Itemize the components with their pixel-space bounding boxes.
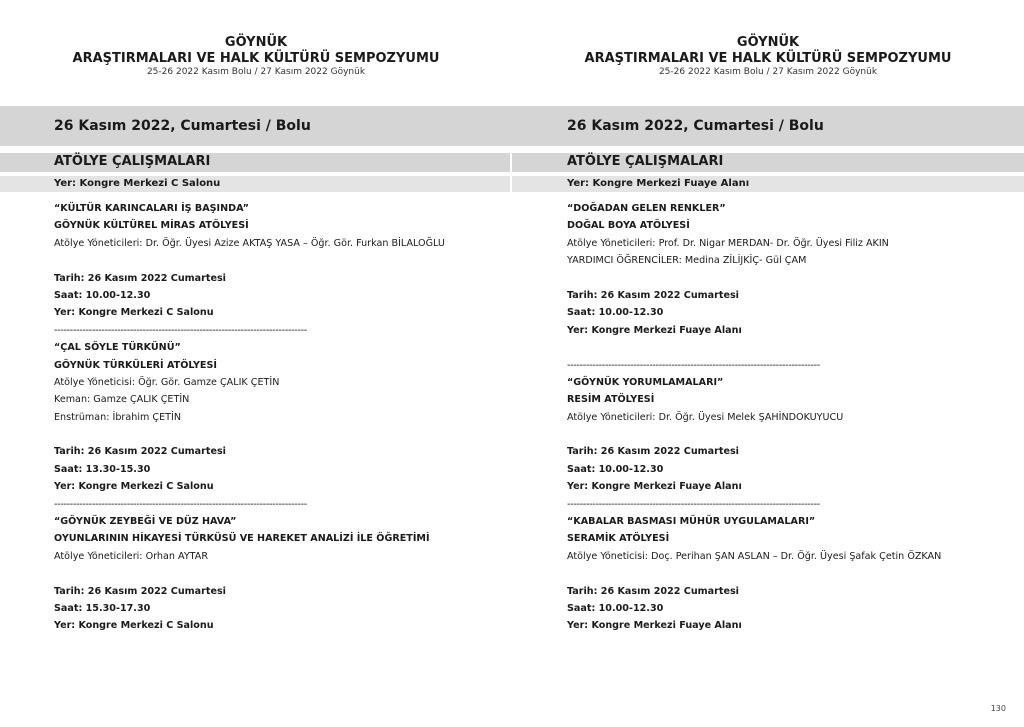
date-banner — [512, 106, 1024, 146]
workshop-place: Yer: Kongre Merkezi C Salonu — [54, 307, 214, 319]
workshop-subtitle: GÖYNÜK TÜRKÜLERİ ATÖLYESİ — [54, 359, 217, 371]
workshop-date: Tarih: 26 Kasım 2022 Cumartesi — [54, 446, 226, 458]
separator-line: -------------------------------------------------------------------------------- — [567, 359, 820, 371]
workshop-place: Yer: Kongre Merkezi Fuaye Alanı — [567, 324, 742, 336]
workshop-time: Saat: 10.00-12.30 — [54, 289, 151, 301]
header-subtitle: ARAŞTIRMALARI VE HALK KÜLTÜRÜ SEMPOZYUMU — [584, 51, 952, 66]
workshop-subtitle: OYUNLARININ HİKAYESİ TÜRKÜSÜ VE HAREKET ANALİZİ İLE ÖĞRETİMİ — [54, 533, 430, 545]
header-dates: 25-26 2022 Kasım Bolu / 27 Kasım 2022 Göynük — [146, 67, 366, 77]
workshop-title: “KÜLTÜR KARINCALARI İŞ BAŞINDA” — [54, 203, 249, 214]
workshop-date: Tarih: 26 Kasım 2022 Cumartesi — [54, 272, 226, 284]
page-header — [512, 35, 1024, 78]
workshop-place: Yer: Kongre Merkezi Fuaye Alanı — [567, 481, 742, 493]
workshop-list — [54, 200, 504, 635]
workshop-detail: Atölye Yöneticileri: Dr. Öğr. Üyesi Melek ŞAHİNDOKUYUCU — [567, 411, 844, 423]
header-title: GÖYNÜK — [224, 35, 288, 50]
date-banner-text: 26 Kasım 2022, Cumartesi / Bolu — [54, 118, 311, 134]
workshop-detail: Atölye Yöneticileri: Prof. Dr. Nigar MERDAN- Dr. Öğr. Üyesi Filiz AKIN — [567, 237, 889, 249]
workshop-date: Tarih: 26 Kasım 2022 Cumartesi — [567, 289, 739, 301]
separator-line: -------------------------------------------------------------------------------- — [54, 324, 307, 336]
page-number: 130 — [990, 704, 1006, 713]
separator-line: -------------------------------------------------------------------------------- — [54, 498, 307, 510]
workshop-subtitle: GÖYNÜK KÜLTÜREL MİRAS ATÖLYESİ — [54, 220, 249, 232]
section-title: ATÖLYE ÇALIŞMALARI — [54, 154, 211, 169]
workshop-place: Yer: Kongre Merkezi C Salonu — [54, 481, 214, 493]
date-banner — [0, 106, 512, 146]
workshop-time: Saat: 10.00-12.30 — [567, 463, 664, 475]
workshop-detail: Enstrüman: İbrahim ÇETİN — [54, 411, 182, 423]
section-title-banner — [0, 153, 510, 172]
workshop-date: Tarih: 26 Kasım 2022 Cumartesi — [567, 585, 739, 597]
workshop-title: “GÖYNÜK ZEYBEĞİ VE DÜZ HAVA” — [54, 516, 237, 528]
header-subtitle: ARAŞTIRMALARI VE HALK KÜLTÜRÜ SEMPOZYUMU — [72, 51, 440, 66]
workshop-place: Yer: Kongre Merkezi Fuaye Alanı — [567, 620, 742, 632]
section-title-banner — [512, 153, 1024, 172]
workshop-detail: Atölye Yöneticileri: Dr. Öğr. Üyesi Azize AKTAŞ YASA – Öğr. Gör. Furkan BİLALOĞLU — [54, 237, 445, 249]
section-title: ATÖLYE ÇALIŞMALARI — [567, 154, 724, 169]
workshop-title: “DOĞADAN GELEN RENKLER” — [567, 203, 726, 214]
header-dates: 25-26 2022 Kasım Bolu / 27 Kasım 2022 Göynük — [658, 67, 878, 77]
workshop-title: “GÖYNÜK YORUMLAMALARI” — [567, 376, 724, 388]
workshop-title: “KABALAR BASMASI MÜHÜR UYGULAMALARI” — [567, 516, 816, 528]
workshop-detail: Atölye Yöneticileri: Orhan AYTAR — [54, 550, 209, 562]
workshop-time: Saat: 13.30-15.30 — [54, 463, 151, 475]
workshop-list — [567, 200, 1017, 635]
workshop-detail: YARDIMCI ÖĞRENCİLER: Medina ZİLİJKİÇ- Gül ÇAM — [567, 255, 807, 267]
workshop-detail: Keman: Gamze ÇALIK ÇETİN — [54, 394, 190, 406]
workshop-place: Yer: Kongre Merkezi C Salonu — [54, 620, 214, 632]
workshop-title: “ÇAL SÖYLE TÜRKÜNÜ” — [54, 342, 181, 354]
workshop-subtitle: RESİM ATÖLYESİ — [567, 394, 655, 406]
date-banner-text: 26 Kasım 2022, Cumartesi / Bolu — [567, 118, 824, 134]
right-page — [512, 0, 1024, 727]
location-banner — [512, 176, 1024, 192]
page-header — [0, 35, 512, 78]
workshop-date: Tarih: 26 Kasım 2022 Cumartesi — [54, 585, 226, 597]
workshop-time: Saat: 10.00-12.30 — [567, 307, 664, 319]
workshop-detail: Atölye Yöneticisi: Doç. Perihan ŞAN ASLAN – Dr. Öğr. Üyesi Şafak Çetin ÖZKAN — [567, 550, 942, 562]
location-banner-text: Yer: Kongre Merkezi C Salonu — [54, 178, 221, 189]
location-banner-text: Yer: Kongre Merkezi Fuaye Alanı — [567, 178, 750, 189]
separator-line: -------------------------------------------------------------------------------- — [567, 498, 820, 510]
workshop-time: Saat: 10.00-12.30 — [567, 602, 664, 614]
location-banner — [0, 176, 510, 192]
workshop-date: Tarih: 26 Kasım 2022 Cumartesi — [567, 446, 739, 458]
workshop-subtitle: DOĞAL BOYA ATÖLYESİ — [567, 220, 690, 232]
workshop-time: Saat: 15.30-17.30 — [54, 602, 151, 614]
workshop-subtitle: SERAMİK ATÖLYESİ — [567, 533, 670, 545]
workshop-detail: Atölye Yöneticisi: Öğr. Gör. Gamze ÇALIK ÇETİN — [54, 376, 280, 388]
header-title: GÖYNÜK — [736, 35, 800, 50]
